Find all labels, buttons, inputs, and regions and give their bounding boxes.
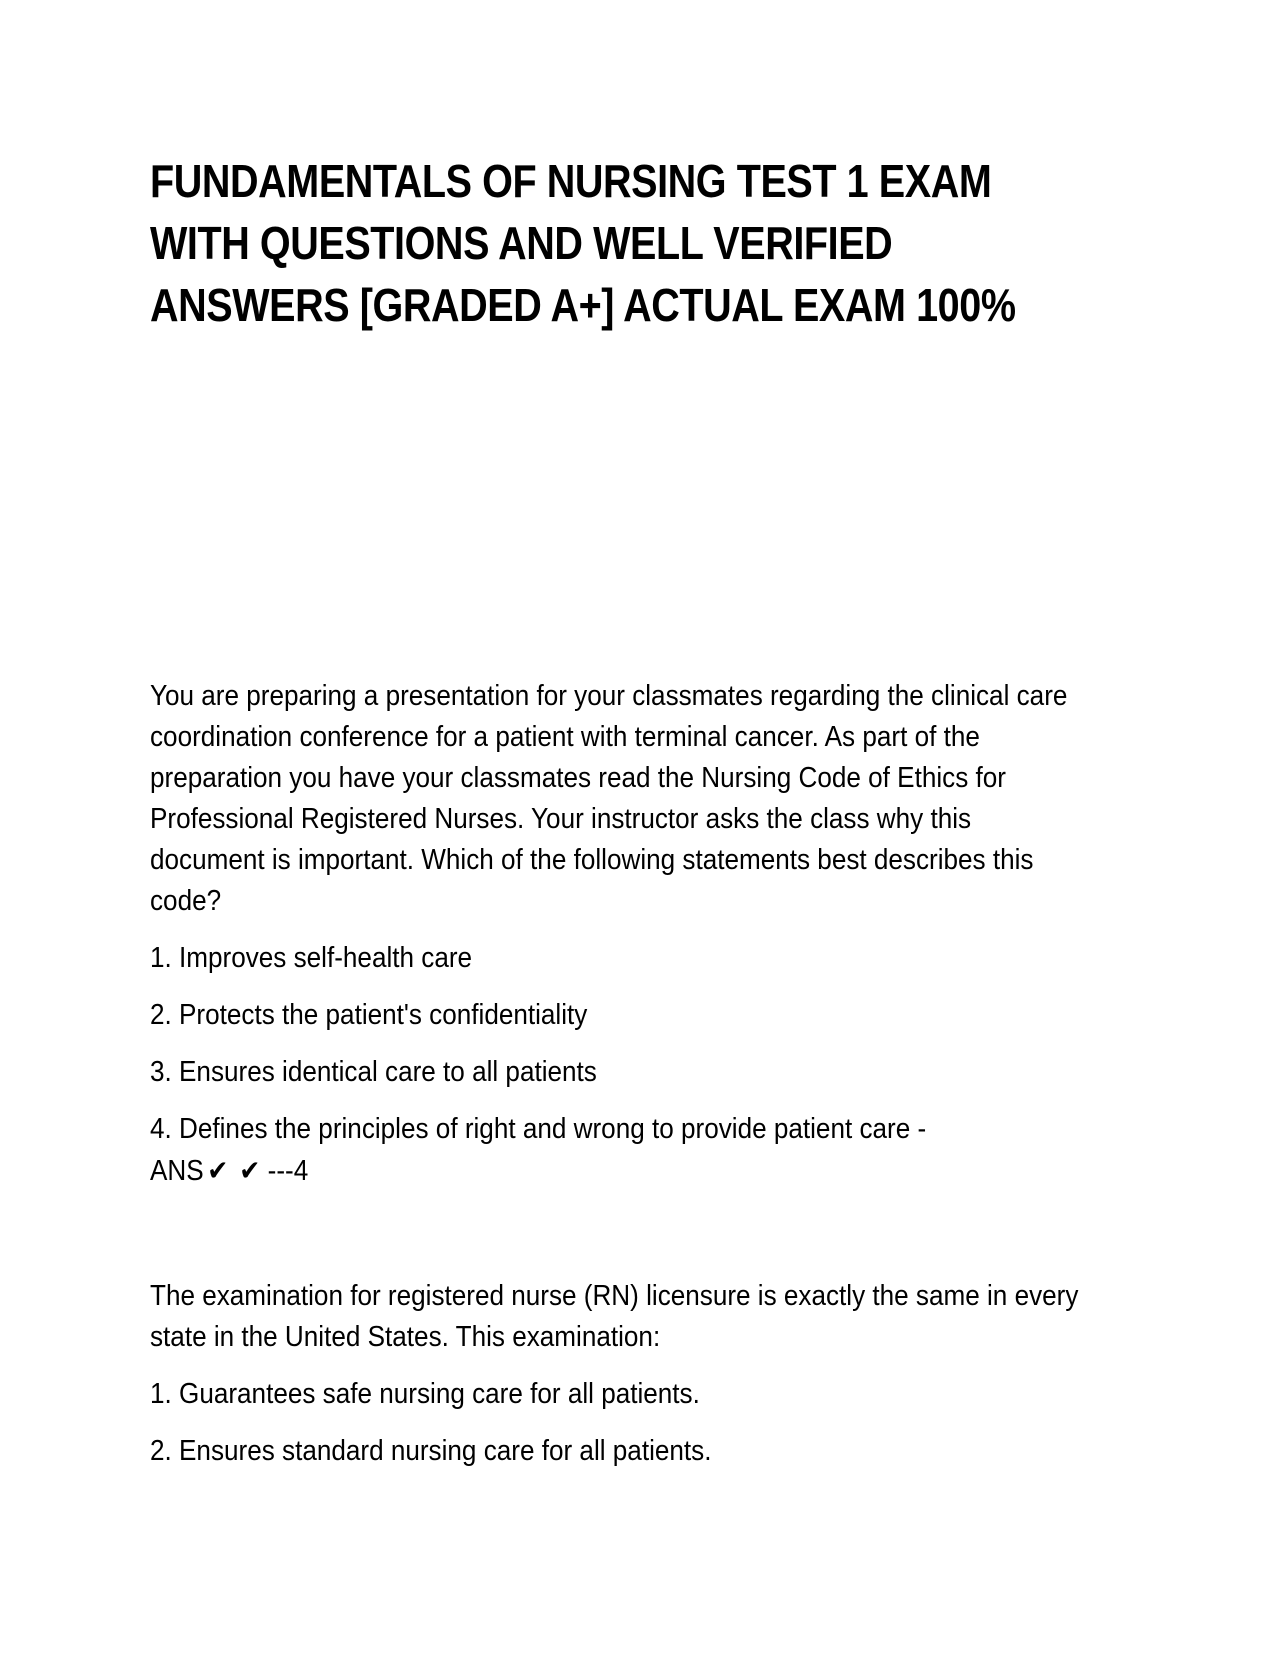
checkmark-icon: ✔ xyxy=(207,1154,229,1187)
title-line: FUNDAMENTALS OF NURSING TEST 1 EXAM xyxy=(150,155,992,207)
title-line: WITH QUESTIONS AND WELL VERIFIED xyxy=(150,217,893,269)
answer-prefix: ANS xyxy=(150,1155,204,1187)
question-stem-line: code? xyxy=(150,885,222,917)
question-stem-line: document is important. Which of the following statements best describes this xyxy=(150,844,1034,876)
question-stem-line: coordination conference for a patient with terminal cancer. As part of the xyxy=(150,721,980,753)
question-1 xyxy=(150,676,1140,1192)
question-stem-line: You are preparing a presentation for your classmates regarding the clinical care xyxy=(150,680,1068,712)
checkmark-icon: ✔ xyxy=(239,1154,261,1187)
question-stem-line: Professional Registered Nurses. Your instructor asks the class why this xyxy=(150,803,972,835)
answer-option: 2. Ensures standard nursing care for all patients. xyxy=(150,1435,712,1467)
answer-option: 4. Defines the principles of right and wrong to provide patient care - xyxy=(150,1113,927,1145)
answer-option: 3. Ensures identical care to all patients xyxy=(150,1056,597,1088)
answer-value: ---4 xyxy=(267,1155,309,1187)
answer-option: 2. Protects the patient's confidentiality xyxy=(150,999,588,1031)
question-stem-line: state in the United States. This examination: xyxy=(150,1321,661,1353)
document-title xyxy=(150,150,1016,336)
question-stem-line: preparation you have your classmates read the Nursing Code of Ethics for xyxy=(150,762,1006,794)
answer-option: 1. Improves self-health care xyxy=(150,942,473,974)
question-2 xyxy=(150,1276,1140,1472)
question-stem-line: The examination for registered nurse (RN) licensure is exactly the same in every xyxy=(150,1280,1079,1312)
answer-option: 1. Guarantees safe nursing care for all patients. xyxy=(150,1378,700,1410)
answer-key xyxy=(150,1150,1140,1192)
title-line: ANSWERS [GRADED A+] ACTUAL EXAM 100% xyxy=(150,279,1016,331)
